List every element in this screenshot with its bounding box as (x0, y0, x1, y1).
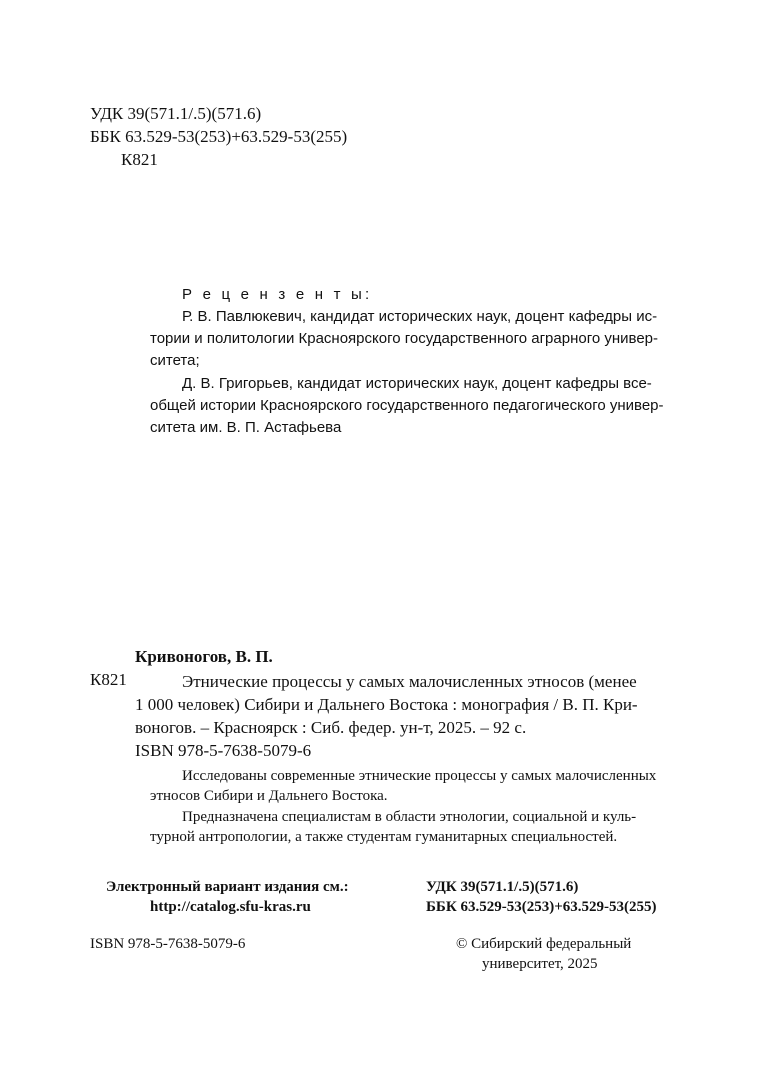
catalog-description-line: воногов. – Красноярск : Сиб. федер. ун-т, 2025. – 92 с. (135, 718, 527, 737)
copyright-line-2: университет, 2025 (482, 956, 598, 972)
annotation-line: этносов Сибири и Дальнего Востока. (150, 788, 388, 804)
author-mark: К821 (121, 150, 158, 169)
catalog-isbn: ISBN 978-5-7638-5079-6 (135, 741, 312, 760)
footer-udk-code: УДК 39(571.1/.5)(571.6) (426, 879, 579, 895)
udk-code: УДК 39(571.1/.5)(571.6) (90, 104, 262, 123)
catalog-mark: К821 (90, 670, 127, 689)
annotation-line: Исследованы современные этнические процессы у самых малочисленных (182, 768, 657, 784)
annotation-paragraph-2 (150, 807, 680, 847)
catalog-description-line: Этнические процессы у самых малочисленных этносов (менее (182, 672, 637, 691)
reviewer-1 (150, 306, 680, 372)
copyright-line-1: © Сибирский федеральный (456, 936, 632, 952)
annotation-line: турной антропологии, а также студентам гуманитарных специальностей. (150, 829, 618, 845)
reviewers-title: Р е ц е н з е н т ы: (182, 286, 373, 303)
catalog-description (135, 670, 680, 762)
bbk-code: ББК 63.529-53(253)+63.529-53(255) (90, 127, 348, 146)
reviewer-2 (150, 373, 680, 439)
reviewer-1-line: тории и политологии Красноярского государственного аграрного универ- (150, 330, 658, 347)
catalog-description-line: 1 000 человек) Сибири и Дальнего Востока : монография / В. П. Кри- (135, 695, 638, 714)
footer-bbk-code: ББК 63.529-53(253)+63.529-53(255) (426, 899, 657, 915)
reviewer-2-line: общей истории Красноярского государственного педагогического универ- (150, 397, 664, 414)
reviewer-1-line: ситета; (150, 352, 200, 369)
annotation-paragraph-1 (150, 766, 680, 806)
reviewer-2-line: ситета им. В. П. Астафьева (150, 419, 342, 436)
electronic-version-label: Электронный вариант издания см.: (106, 879, 349, 895)
footer-isbn: ISBN 978-5-7638-5079-6 (90, 936, 246, 952)
reviewer-1-line: Р. В. Павлюкевич, кандидат исторических наук, доцент кафедры ис- (182, 308, 658, 325)
reviewer-2-line: Д. В. Григорьев, кандидат исторических наук, доцент кафедры все- (182, 375, 652, 392)
annotation-line: Предназначена специалистам в области этнологии, социальной и куль- (182, 809, 637, 825)
catalog-author: Кривоногов, В. П. (135, 647, 273, 666)
electronic-version-url[interactable]: http://catalog.sfu-kras.ru (150, 899, 311, 915)
